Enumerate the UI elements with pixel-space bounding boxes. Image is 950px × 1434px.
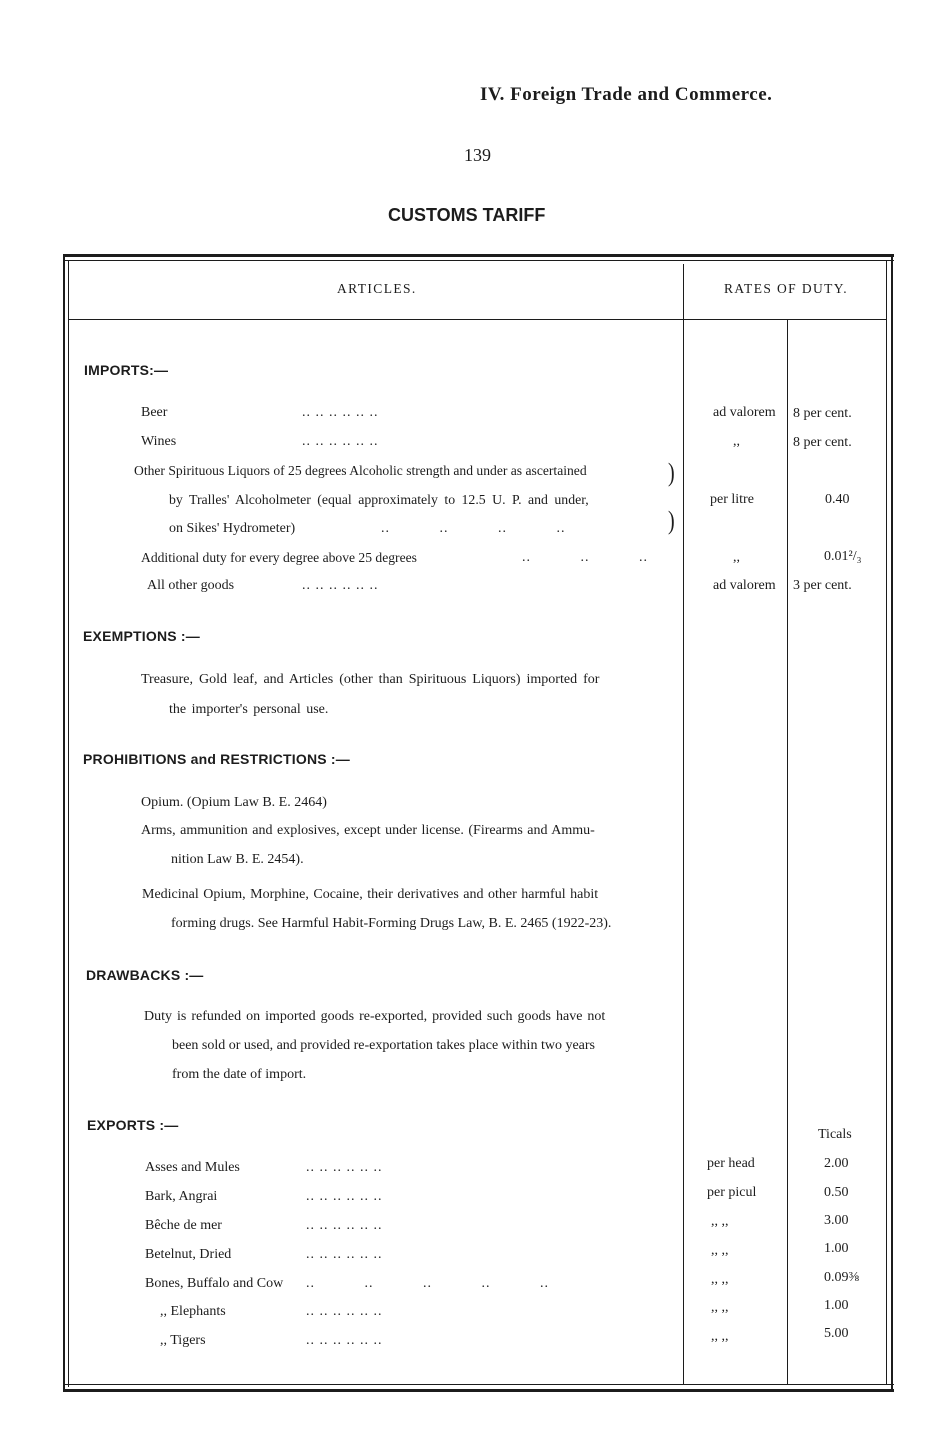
bottom-rule-thin [65, 1384, 894, 1385]
leader-dots: .. .. .. .. .. .. [306, 1189, 383, 1204]
prohibitions-opium: Opium. (Opium Law B. E. 2464) [141, 795, 327, 810]
duty-rate: 8 per cent. [793, 435, 852, 450]
right-border-outer [891, 257, 893, 1392]
duty-basis: ,, [733, 550, 740, 565]
duty-rate: 2.00 [824, 1156, 849, 1171]
duty-rate: 0.40 [825, 492, 850, 507]
drawbacks-text-line2: been sold or used, and provided re-exportation takes place within two years [172, 1038, 595, 1053]
leader-dots: .. .. .. .. .. .. [306, 1333, 383, 1348]
row-label: ,, Elephants [160, 1304, 226, 1319]
duty-basis: per head [707, 1156, 755, 1171]
duty-rate: 1.00 [824, 1298, 849, 1313]
page-number: 139 [464, 145, 491, 165]
top-rule-thick [63, 254, 894, 257]
exemptions-text-line1: Treasure, Gold leaf, and Articles (other than Spirituous Liquors) imported for [141, 672, 600, 687]
leader-dots: .. .. .. .. [381, 521, 566, 536]
rates-subdivider [787, 320, 788, 1384]
duty-rate: 8 per cent. [793, 406, 852, 421]
duty-basis: ,, ,, [711, 1214, 729, 1229]
duty-rate: 1.00 [824, 1241, 849, 1256]
currency-label: Ticals [818, 1127, 852, 1142]
duty-rate: 3 per cent. [793, 578, 852, 593]
exports-heading: EXPORTS :— [87, 1117, 179, 1133]
leader-dots: .. .. .. .. .. [306, 1276, 549, 1291]
articles-column-header: ARTICLES. [337, 281, 417, 296]
header-rule [69, 319, 886, 320]
drawbacks-text-line3: from the date of import. [172, 1067, 307, 1082]
articles-rates-divider [683, 264, 684, 1384]
leader-dots: .. .. .. .. .. .. [306, 1304, 383, 1319]
row-label: Bones, Buffalo and Cow [145, 1276, 284, 1291]
leader-dots: .. .. .. .. .. .. [306, 1218, 383, 1233]
duty-basis: ,, ,, [711, 1329, 729, 1344]
leader-dots: .. .. .. .. .. .. [302, 405, 379, 420]
prohibitions-arms-line2: nition Law B. E. 2454). [171, 852, 304, 867]
running-head: IV. Foreign Trade and Commerce. [480, 84, 773, 105]
right-border-inner [886, 261, 887, 1385]
duty-rate: 5.00 [824, 1326, 849, 1341]
row-label: Additional duty for every degree above 25 degrees [141, 550, 417, 565]
prohibitions-arms-line1: Arms, ammunition and explosives, except under license. (Firearms and Ammu- [141, 823, 595, 838]
row-label: All other goods [147, 578, 235, 593]
brace-mark: ) [668, 459, 675, 488]
drawbacks-heading: DRAWBACKS :— [86, 967, 204, 983]
top-rule-thin [63, 260, 894, 261]
duty-rate: 0.50 [824, 1185, 849, 1200]
row-label: Beer [141, 405, 168, 420]
leader-dots: .. .. .. .. .. .. [302, 578, 379, 593]
prohibitions-drugs-line1: Medicinal Opium, Morphine, Cocaine, their derivatives and other harmful habit [142, 887, 599, 902]
leader-dots: .. .. .. .. .. .. [306, 1247, 383, 1262]
row-label: Wines [141, 434, 177, 449]
duty-basis: ,, ,, [711, 1272, 729, 1287]
duty-rate: 3.00 [824, 1213, 849, 1228]
duty-basis: ,, ,, [711, 1300, 729, 1315]
row-label: Bêche de mer [145, 1218, 222, 1233]
row-label: Bark, Angrai [145, 1189, 218, 1204]
exemptions-text-line2: the importer's personal use. [169, 702, 329, 717]
row-label-line2: by Tralles' Alcoholmeter (equal approximately to 12.5 U. P. and under, [169, 492, 589, 507]
prohibitions-drugs-line2: forming drugs. See Harmful Habit-Forming Drugs Law, B. E. 2465 (1922-23). [171, 916, 612, 931]
duty-basis: ad valorem [713, 578, 776, 593]
duty-basis: ,, ,, [711, 1243, 729, 1258]
drawbacks-text-line1: Duty is refunded on imported goods re-exported, provided such goods have not [144, 1009, 606, 1024]
brace-mark: ) [668, 507, 675, 536]
duty-basis: ,, [733, 434, 740, 449]
duty-basis: per picul [707, 1185, 757, 1200]
row-label: Betelnut, Dried [145, 1247, 232, 1262]
exemptions-heading: EXEMPTIONS :— [83, 628, 200, 644]
prohibitions-heading: PROHIBITIONS and RESTRICTIONS :— [83, 751, 350, 767]
bottom-rule-thick [65, 1389, 894, 1392]
rates-column-header: RATES OF DUTY. [724, 281, 848, 296]
left-border-outer [63, 257, 65, 1392]
row-label: Asses and Mules [145, 1160, 240, 1175]
duty-rate: 0.01²/₃ [824, 549, 862, 564]
imports-heading: IMPORTS:— [84, 362, 169, 378]
page-title: CUSTOMS TARIFF [388, 205, 546, 225]
leader-dots: .. .. .. .. .. .. [302, 434, 379, 449]
left-border-inner [68, 261, 69, 1387]
row-label-line3: on Sikes' Hydrometer) [169, 521, 296, 536]
row-label-line1: Other Spirituous Liquors of 25 degrees Alcoholic strength and under as ascertained [134, 463, 587, 478]
duty-basis: per litre [710, 492, 754, 507]
duty-rate: 0.09⅜ [824, 1270, 859, 1285]
duty-basis: ad valorem [713, 405, 776, 420]
leader-dots: .. .. .. .. .. .. [306, 1160, 383, 1175]
row-label: ,, Tigers [160, 1333, 206, 1348]
leader-dots: .. .. .. [522, 550, 648, 565]
